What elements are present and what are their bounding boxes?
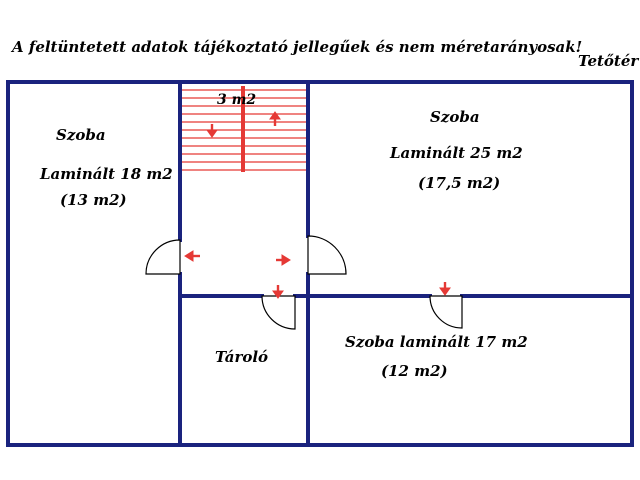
arrow-right-icon (276, 255, 290, 265)
arrow-left-icon (185, 251, 200, 261)
top-right-room-floor: Laminált 25 m2 (390, 144, 523, 162)
bottom-right-room-net-area: (12 m2) (381, 362, 448, 380)
arrow-down-icon (207, 124, 217, 137)
top-right-room-name: Szoba (430, 108, 480, 126)
left-room-net-area: (13 m2) (60, 191, 127, 209)
left-room-floor: Laminált 18 m2 (40, 165, 173, 183)
storage-room-name: Tároló (215, 348, 269, 366)
doors (146, 236, 462, 329)
floor-label: Tetőtér (578, 52, 639, 70)
door-storage (262, 296, 295, 329)
stair-area-label: 3 m2 (217, 92, 257, 108)
door-top-right-room (308, 236, 346, 274)
left-room-name: Szoba (56, 126, 106, 144)
disclaimer-text: A feltüntetett adatok tájékoztató jellegűek és nem méretarányosak! (12, 38, 583, 56)
door-left-room (146, 240, 180, 274)
arrow-down-icon (440, 282, 450, 295)
top-right-room-net-area: (17,5 m2) (418, 174, 501, 192)
bottom-right-room-name: Szoba laminált 17 m2 (345, 333, 528, 351)
door-bottom-right-room (430, 296, 462, 328)
